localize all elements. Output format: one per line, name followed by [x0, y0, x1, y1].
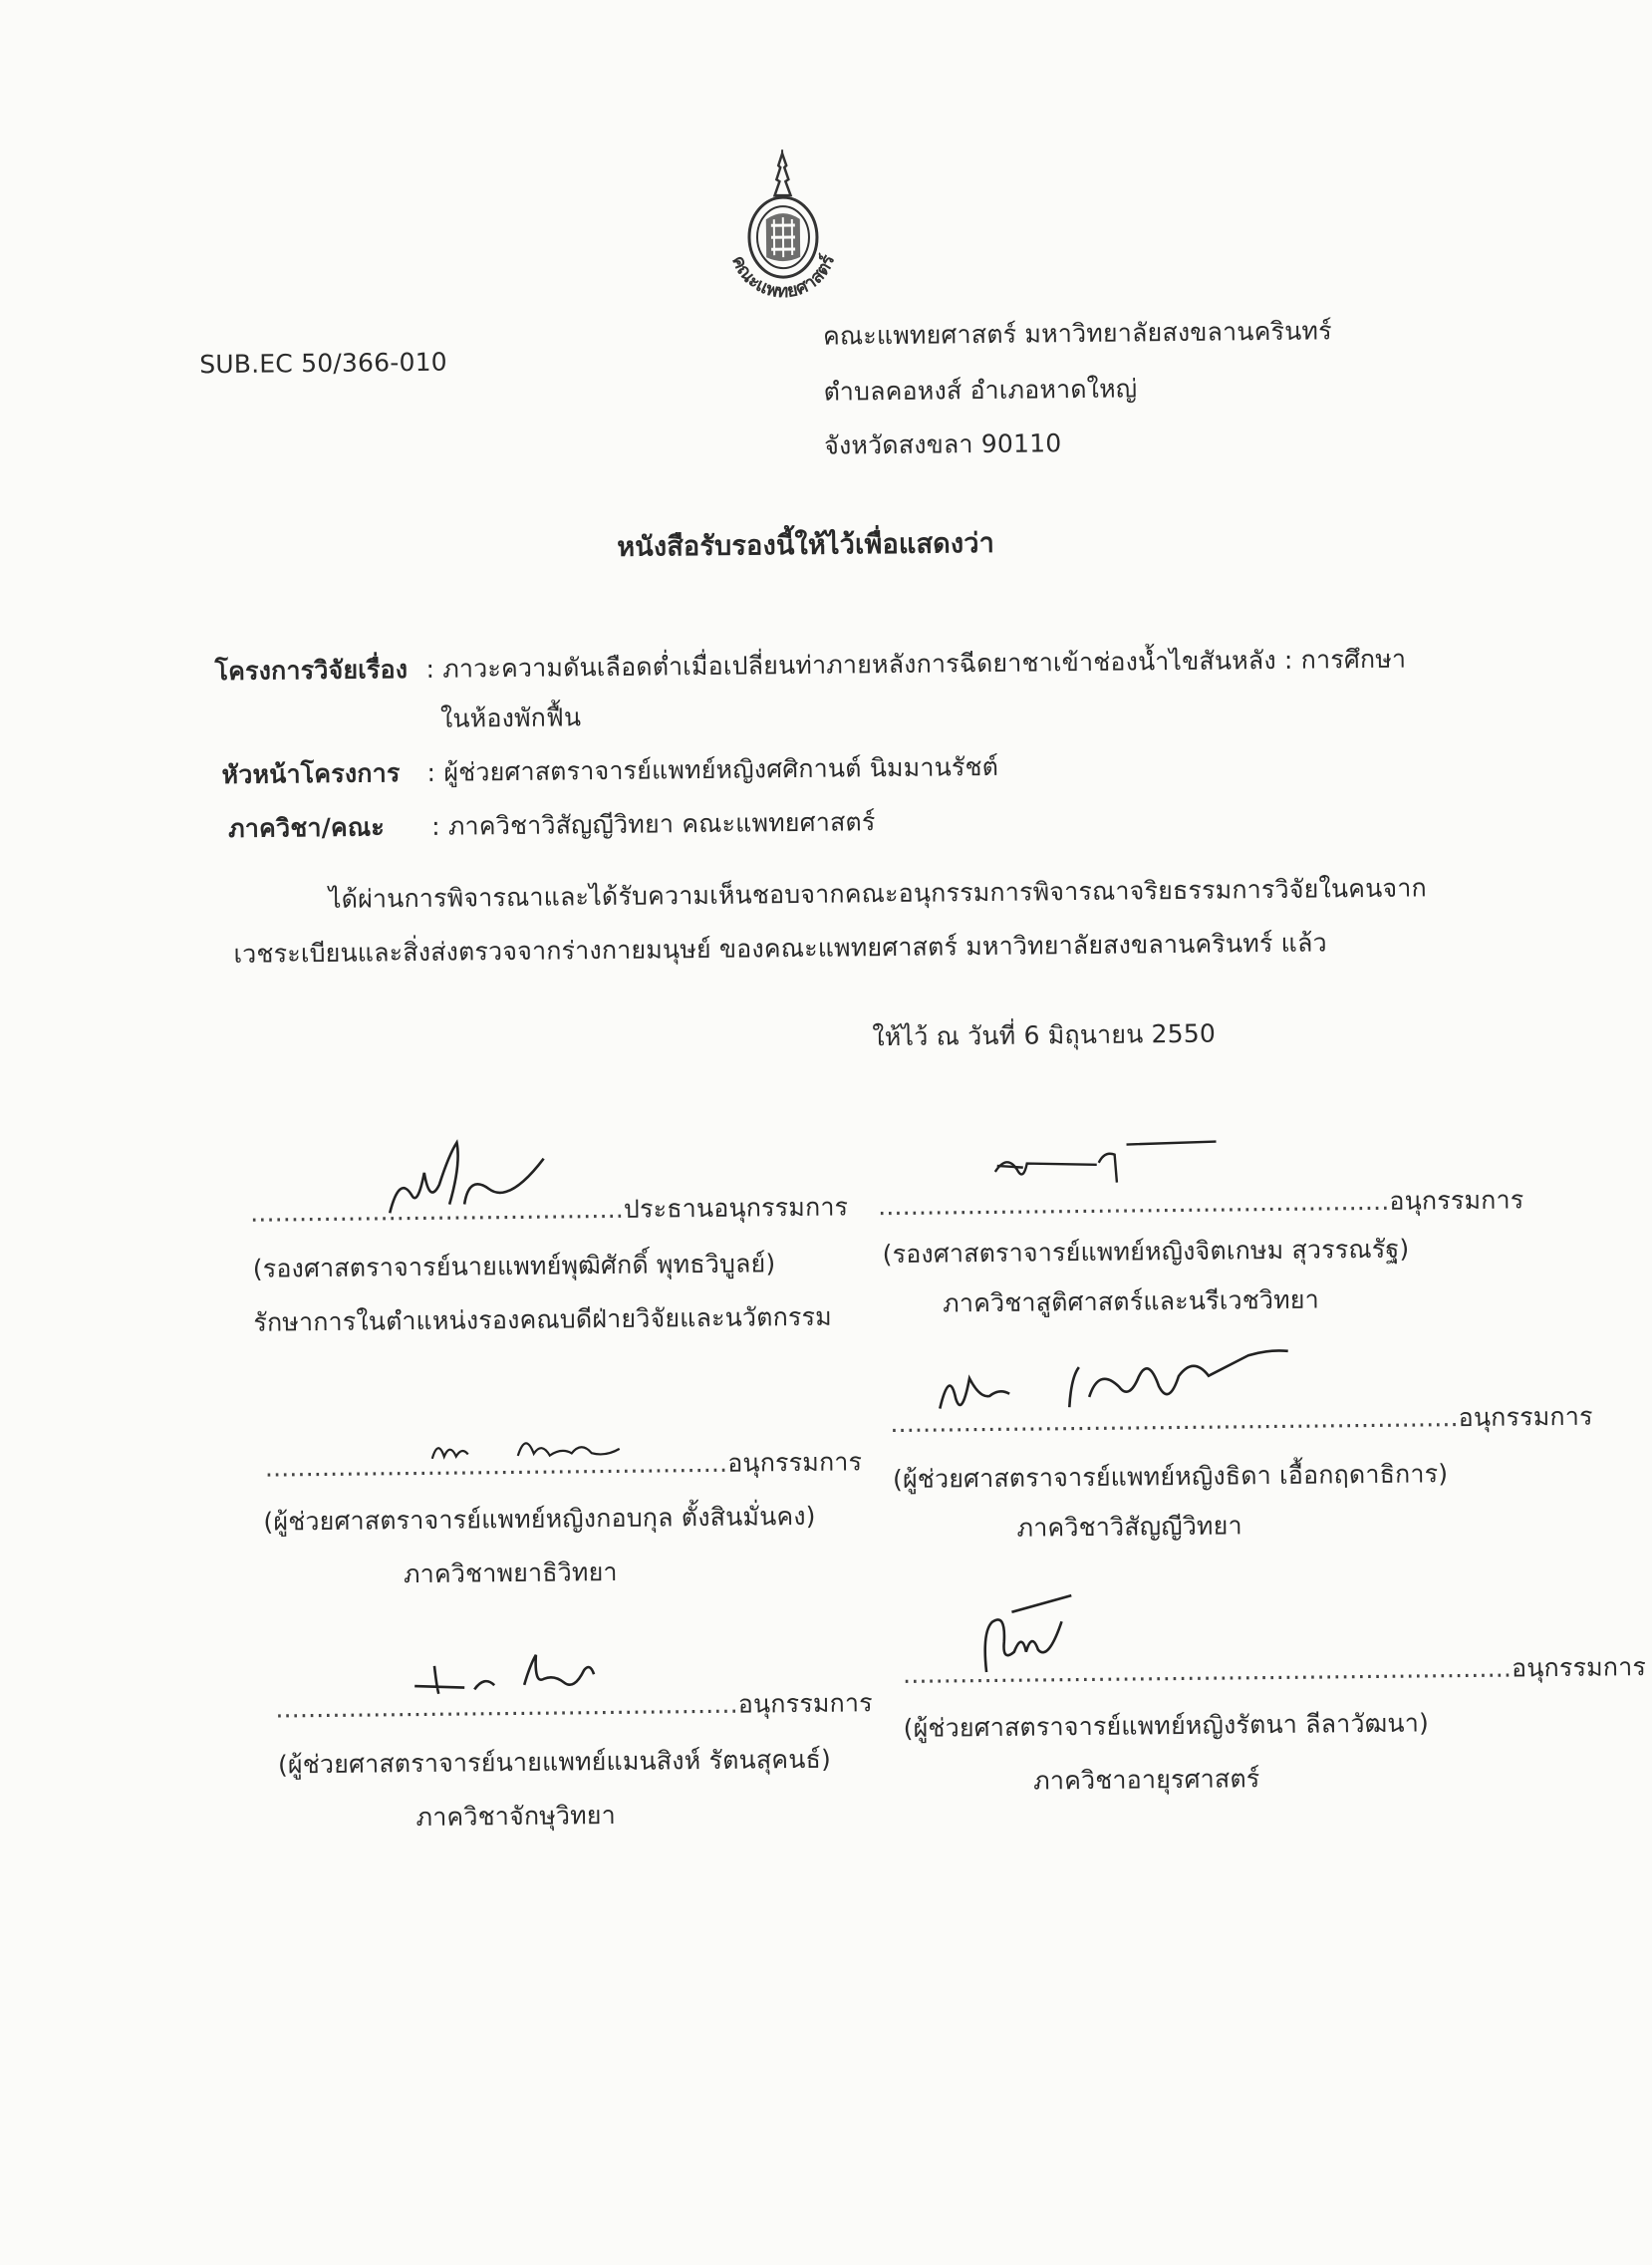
member-5-name: (ผู้ช่วยศาสตราจารย์นายแพทย์แมนสิงห์ รัตนสุคนธ์) — [278, 1740, 831, 1786]
address-line-1: คณะแพทยศาสตร์ มหาวิทยาลัยสงขลานครินทร์ — [823, 311, 1332, 356]
chairman-name: (รองศาสตราจารย์นายแพทย์พุฒิศักดิ์ พุทธวิบูลย์) — [253, 1244, 776, 1288]
member-6-role: อนุกรรมการ — [1512, 1652, 1646, 1682]
project-label: โครงการวิจัยเรื่อง — [214, 650, 408, 692]
member-5-role: อนุกรรมการ — [738, 1688, 873, 1718]
member-3-department: ภาควิชาพยาธิวิทยา — [404, 1553, 618, 1594]
project-title-line-1: : ภาวะความดันเลือดต่ำเมื่อเปลี่ยนท่าภายหลังการฉีดยาชาเข้าช่องน้ำไขสันหลัง : การศึกษา — [425, 640, 1406, 690]
project-title-line-2: ในห้องพักฟื้น — [440, 698, 582, 738]
head-value: : ผู้ช่วยศาสตราจารย์แพทย์หญิงศศิกานต์ นิมมานรัชต์ — [426, 747, 998, 793]
member-5-department: ภาควิชาจักษุวิทยา — [415, 1796, 616, 1838]
member-3-role: อนุกรรมการ — [727, 1447, 862, 1477]
member-4-name: (ผู้ช่วยศาสตราจารย์แพทย์หญิงธิดา เอื้อกฤดาธิการ) — [893, 1454, 1449, 1500]
signature-block-2: ...............................................................อนุกรรมการ (รองศาสตราจารย์แพทย์หญิงจิตเกษม สุวรรณรัฐ) ภาควิชาสูติศาสตร์และนรีเวชวิทยา — [0, 0, 1578, 8]
reference-number: SUB.EC 50/366-010 — [199, 348, 447, 380]
document-title: หนังสือรับรองนี้ให้ไว้เพื่อแสดงว่า — [617, 521, 994, 568]
member-2-role: อนุกรรมการ — [1389, 1185, 1523, 1215]
member-6-department: ภาควิชาอายุรศาสตร์ — [1033, 1759, 1260, 1801]
signature-block-6: ...........................................................................อนุกรรมการ (ผู้ช่วยศาสตราจารย์แพทย์หญิงรัตนา ลีลาวัฒนา) ภาควิชาอายุรศาสตร์ — [0, 0, 1578, 8]
member-2-department: ภาควิชาสูติศาสตร์และนรีเวชวิทยา — [943, 1280, 1319, 1324]
signature-block-5: .........................................................อนุกรรมการ (ผู้ช่วยศาสตราจารย์นายแพทย์แมนสิงห์ รัตนสุคนธ์) ภาควิชาจักษุวิทยา — [0, 0, 1578, 8]
chairman-position: รักษาการในตำแหน่งรองคณบดีฝ่ายวิจัยและนวัตกรรม — [253, 1297, 832, 1343]
head-label: หัวหน้าโครงการ — [221, 753, 400, 795]
seal-text: คณะแพทยศาสตร์ — [727, 251, 840, 303]
signature-block-3: .........................................................อนุกรรมการ (ผู้ช่วยศาสตราจารย์แพทย์หญิงกอบกุล ตั้งสินมั่นคง) ภาควิชาพยาธิวิทยา — [0, 0, 1578, 8]
body-line-1: ได้ผ่านการพิจารณาและได้รับความเห็นชอบจากคณะอนุกรรมการพิจารณาจริยธรรมการวิจัยในคนจาก — [329, 868, 1427, 920]
address-line-2: ตำบลคอหงส์ อำเภอหาดใหญ่ — [823, 369, 1137, 412]
member-2-name: (รองศาสตราจารย์แพทย์หญิงจิตเกษม สุวรรณรัฐ) — [882, 1230, 1409, 1275]
chairman-role: ประธานอนุกรรมการ — [624, 1192, 849, 1223]
faculty-seal-icon — [707, 148, 859, 325]
address-line-3: จังหวัดสงขลา 90110 — [824, 424, 1062, 465]
signature-block-4: ......................................................................อนุกรรมการ (ผู้ช่วยศาสตราจารย์แพทย์หญิงธิดา เอื้อกฤดาธิการ) ภาควิชาวิสัญญีวิทยา — [0, 0, 1578, 8]
member-6-name: (ผู้ช่วยศาสตราจารย์แพทย์หญิงรัตนา ลีลาวัฒนา) — [903, 1703, 1429, 1749]
body-line-2: เวชระเบียนและสิ่งส่งตรวจจากร่างกายมนุษย์ ของคณะแพทยศาสตร์ มหาวิทยาลัยสงขลานครินทร์ แล้ว — [233, 923, 1327, 974]
member-4-role: อนุกรรมการ — [1459, 1402, 1593, 1432]
department-value: : ภาควิชาวิสัญญีวิทยา คณะแพทยศาสตร์ — [431, 802, 876, 847]
department-label: ภาควิชา/คณะ — [228, 807, 385, 849]
issue-date: ให้ไว้ ณ วันที่ 6 มิถุนายน 2550 — [872, 1014, 1216, 1058]
member-3-name: (ผู้ช่วยศาสตราจารย์แพทย์หญิงกอบกุล ตั้งสินมั่นคง) — [263, 1497, 816, 1543]
member-4-department: ภาควิชาวิสัญญีวิทยา — [1016, 1506, 1242, 1548]
signature-block-chairman: ..............................................ประธานอนุกรรมการ (รองศาสตราจารย์นายแพทย์พุฒิศักดิ์ พุทธวิบูลย์) รักษาการในตำแหน่งรองคณบดีฝ่ายวิจัยและนวัตกรรม — [0, 0, 1578, 8]
